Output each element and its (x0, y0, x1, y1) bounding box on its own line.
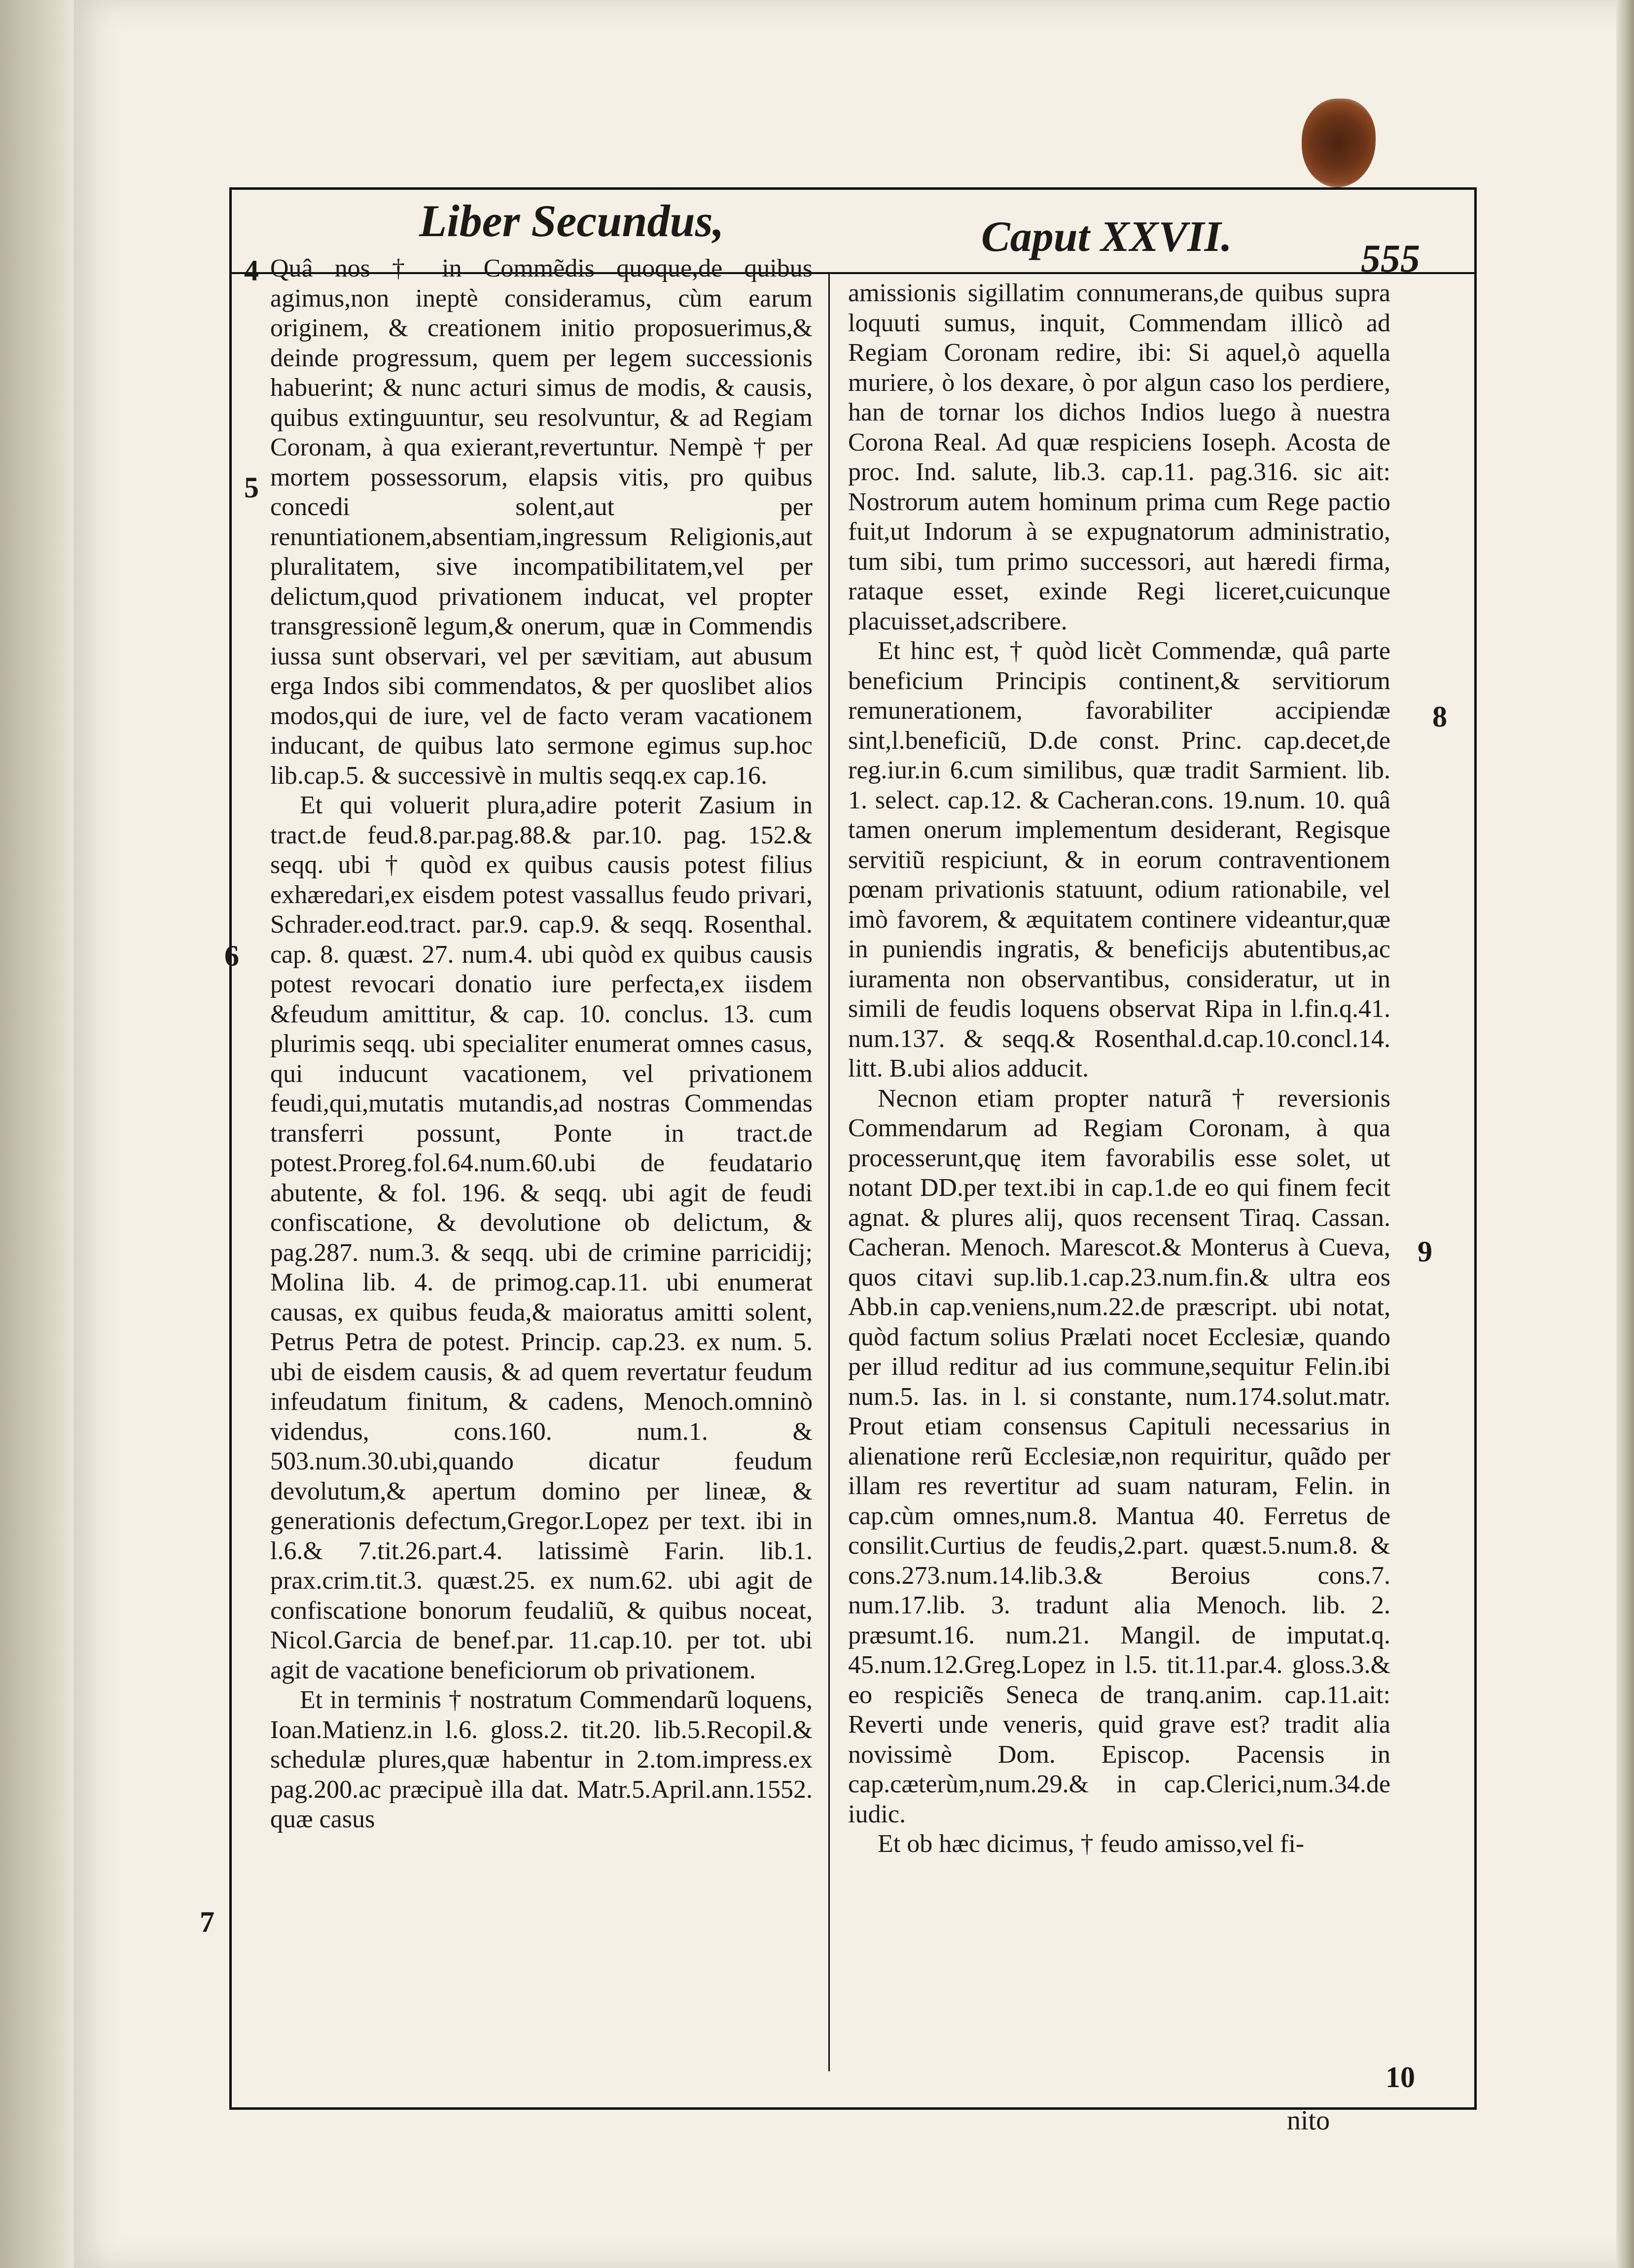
paragraph: Et hinc est, † quòd licèt Commendæ, quâ parte beneficium Principis continent,& servitiorum remunerationem, favorabiliter accipiendæ sint,l.beneficiũ, D.de const. Princ. cap.decet,de reg.iur.in 6.cum similibus, quæ tradit Sarmient. lib. 1. select. cap.12. & Cacheran.cons. 19.num. 10. quâ tamen onerum implementum desiderant, Regisque servitiũ respiciunt, & in eorum contraventionem pœnam privationis statuunt, odium rationabile, vel imò favorem, & æquitatem continere videantur,quæ in puniendis ingratis, & beneficijs abutentibus,ac iuramenta non observantibus, consideratur, ut in simili de feudis loquens observat Ripa in l.fin.q.41. num.137. & seqq.& Rosenthal.d.cap.10.concl.14. litt. B.ubi alios adducit. (848, 637, 1390, 1082)
book-gutter (0, 0, 74, 2268)
catchword: nito (1287, 2105, 1330, 2136)
margin-number: 9 (1418, 1235, 1432, 1268)
paragraph: Et qui voluerit plura,adire poterit Zasium in tract.de feud.8.par.pag.88.& par.10. pag. 152.& seqq. ubi † quòd ex quibus causis potest filius exhæredari,ex eisdem potest vassallus feudo privari, Schrader.eod.tract. par.9. cap.9. & seqq. Rosenthal. cap. 8. quæst. 27. num.4. ubi quòd ex quibus causis potest revocari donatio iure perfecta,ex iisdem &feudum amittitur, & cap. 10. conclus. 13. cum plurimis seqq. ubi specialiter enumerat omnes casus, qui inducunt vacationem, vel privationem feudi,qui,mutatis mutandis,ad nostras Commendas transferri possunt, Ponte in tract.de potest.Proreg.fol.64.num.60.ubi de feudatario abutente, & fol. 196. & seqq. ubi agit de feudi confiscatione, & devolutione ob delictum, & pag.287. num.3. & seqq. ubi de crimine parricidij; Molina lib. 4. de primog.cap.11. ubi enumerat causas, ex quibus feuda,& maioratus amitti solent, Petrus Petra de potest. Princip. cap.23. ex num. 5. ubi de eisdem causis, & ad quem revertatur feudum infeudatum finitum, & cadens, Menoch.omninò videndus, cons.160. num.1. & 503.num.30.ubi,quando dicatur feudum devolutum,& apertum domino per lineæ, & generationis defectum,Gregor.Lopez per text. ibi in l.6.& 7.tit.26.part.4. latissimè Farin. lib.1. prax.crim.tit.3. quæst.25. ex num.62. ubi agit de confiscatione bonorum feudaliũ, & quibus noceat, Nicol.Garcia de benef.par. 11.cap.10. per tot. ubi agit de vacatione beneficiorum ob privationem. (270, 791, 813, 1684)
margin-number: 5 (244, 471, 259, 504)
right-column (848, 279, 1390, 1859)
paragraph: Necnon etiam propter naturã † reversionis Commendarum ad Regiam Coronam, à qua processerunt,quę item favorabilis esse solet, ut notant DD.per text.ibi in cap.1.de eo qui finem fecit agnat. & plures alij, quos recensent Tiraq. Cassan. Cacheran. Menoch. Marescot.& Monterus à Cueva, quos citavi sup.lib.1.cap.23.num.fin.& ultra eos Abb.in cap.veniens,num.22.de præscript. ubi notat, quòd factum solius Prælati nocet Ecclesiæ, quando per illud reditur ad ius commune,sequitur Felin.ibi num.5. Ias. in l. si constante, num.174.solut.matr. Prout etiam consensus Capituli necessarius in alienatione rerũ Ecclesiæ,non requiritur, quãdo per illam res revertitur ad suam naturam, Felin. in cap.cùm omnes,num.8. Mantua 40. Ferretus de consilit.Curtius de feudis,2.part. quæst.5.num.8. & cons.273.num.14.lib.3.& Beroius cons.7. num.17.lib. 3. tradunt alia Menoch. lib. 2. præsumt.16. num.21. Mangil. de imputat.q. 45.num.12.Greg.Lopez in l.5. tit.11.par.4. gloss.3.& eo respiciẽs Seneca de tranq.anim. cap.11.ait: Reverti unde veneris, quid grave est? tradit alia novissimè Dom. Episcop. Pacensis in cap.cæterùm,num.29.& in cap.Clerici,num.34.de iudic. (848, 1084, 1390, 1828)
margin-number: 8 (1432, 700, 1447, 733)
paragraph: Et ob hæc dicimus, † feudo amisso,vel fi- (878, 1830, 1305, 1858)
left-column (270, 254, 813, 1835)
margin-number: 10 (1385, 2061, 1415, 2094)
margin-number: 4 (244, 254, 259, 287)
column-divider (828, 272, 830, 2071)
paragraph: Et in terminis † nostratum Commendarũ loquens, Ioan.Matienz.in l.6. gloss.2. tit.20. lib.5.Recopil.& schedulæ plures,quæ habentur in 2.tom.impress.ex pag.200.ac præcipuè illa dat. Matr.5.April.ann.1552. quæ casus (270, 1686, 813, 1833)
paragraph: Quâ nos † in Commẽdis quoque,de quibus agimus,non ineptè consideramus, cùm earum originem, & creationem initio proposuerimus,& deinde progressum, quem per legem successionis habuerint; & nunc acturi simus de modis, & causis, quibus extinguuntur, seu resolvuntur, & ad Regiam Coronam, à qua exierant,revertuntur. Nempè † per mortem possessorum, elapsis vitis, pro quibus concedi solent,aut per renuntiationem,absentiam,ingressum Religionis,aut pluralitatem, sive incompatibilitatem,vel per delictum,quod privationem inducat, vel propter transgressionẽ legum,& onerum, quæ in Commendis iussa sunt observari, vel per sævitiam, aut abusum erga Indos sibi commendatos, & per quoslibet alios modos,qui de iure, vel de facto veram vacationem inducant, de quibus lato sermone egimus sup.hoc lib.cap.5. & successivè in multis seqq.ex cap.16. (270, 254, 813, 790)
paragraph: amissionis sigillatim connumerans,de quibus supra loquuti sumus, inquit, Commendam illicò ad Regiam Coronam redire, ibi: Si aquel,ò aquella muriere, ò los dexare, ò por algun caso los perdiere, han de tornar los dichos Indios luego à nuestra Corona Real. Ad quæ respiciens Ioseph. Acosta de proc. Ind. salute, lib.3. cap.11. pag.316. sic ait: Nostrorum autem hominum prima cum Rege pactio fuit,ut Indorum à se expugnatorum administratio, tum sibi, tum primo successori, aut hæredi firma, rataque esset, exinde Regi liceret,cuicunque placuisset,adscribere. (848, 279, 1390, 635)
margin-number: 7 (200, 1906, 214, 1938)
page-edge (1616, 0, 1634, 2268)
running-head-chapter: Caput XXVII. (981, 213, 1232, 261)
running-head-book: Liber Secundus, (419, 196, 724, 246)
page-number: 555 (1361, 237, 1420, 280)
margin-number: 6 (224, 940, 239, 972)
